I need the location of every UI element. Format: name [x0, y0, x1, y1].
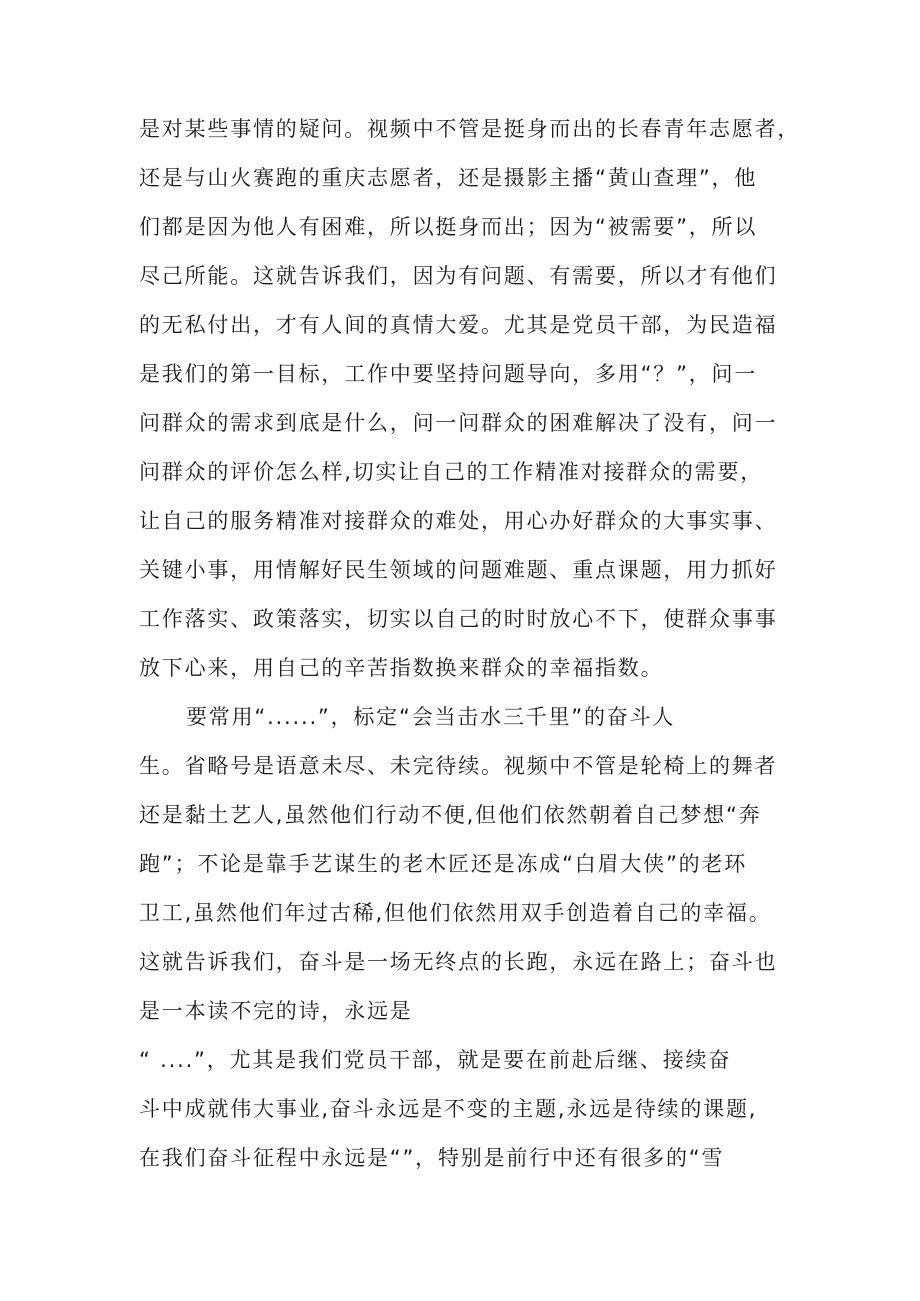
paragraph-line: 工作落实、政策落实，切实以自己的时时放心不下，使群众事事: [139, 607, 778, 631]
paragraph-line: 们都是因为他人有困难，所以挺身而出；因为“被需要”，所以: [139, 215, 758, 239]
paragraph-line: 关键小事，用情解好民生领域的问题难题、重点课题，用力抓好: [139, 558, 778, 582]
paragraph-line: 生。省略号是语意未尽、未完待续。视频中不管是轮椅上的舞者: [139, 754, 778, 778]
paragraph-first-line: 要常用“......”，标定“会当击水三千里”的奋斗人: [186, 705, 676, 729]
paragraph-line: “ ....”，尤其是我们党员干部，就是要在前赴后继、接续奋: [139, 1048, 732, 1072]
paragraph-line: 问群众的需求到底是什么，问一问群众的困难解决了没有，问一: [139, 411, 778, 435]
paragraph-line: 还是与山火赛跑的重庆志愿者，还是摄影主播“黄山查理”，他: [139, 166, 758, 190]
paragraph-line: 跑”；不论是靠手艺谋生的老木匠还是冻成“白眉大侠”的老环: [139, 852, 748, 876]
paragraph-line: 是我们的第一目标，工作中要坚持问题导向，多用“？”，问一: [139, 362, 758, 386]
paragraph-line: 这就告诉我们，奋斗是一场无终点的长跑，永远在路上；奋斗也: [139, 950, 778, 974]
paragraph-line: 放下心来，用自己的辛苦指数换来群众的幸福指数。: [139, 656, 664, 680]
paragraph-line: 还是黏土艺人,虽然他们行动不便,但他们依然朝着自己梦想“奔: [139, 803, 762, 827]
paragraph-line: 是对某些事情的疑问。视频中不管是挺身而出的长春青年志愿者，: [139, 117, 801, 141]
paragraph-line: 问群众的评价怎么样,切实让自己的工作精准对接群众的需要，: [139, 460, 764, 484]
paragraph-line: 斗中成就伟大事业,奋斗永远是不变的主题,永远是待续的课题,: [139, 1097, 758, 1121]
paragraph-line: 尽己所能。这就告诉我们，因为有问题、有需要，所以才有他们: [139, 264, 778, 288]
paragraph-line: 卫工,虽然他们年过古稀,但他们依然用双手创造着自己的幸福。: [139, 901, 772, 925]
paragraph-line: 在我们奋斗征程中永远是“”，特别是前行中还有很多的“雪: [139, 1146, 725, 1170]
paragraph-line: 是一本读不完的诗，永远是: [139, 999, 413, 1023]
paragraph-line: 让自己的服务精准对接群众的难处，用心办好群众的大事实事、: [139, 509, 778, 533]
paragraph-line: 的无私付出，才有人间的真情大爱。尤其是党员干部，为民造福: [139, 313, 778, 337]
